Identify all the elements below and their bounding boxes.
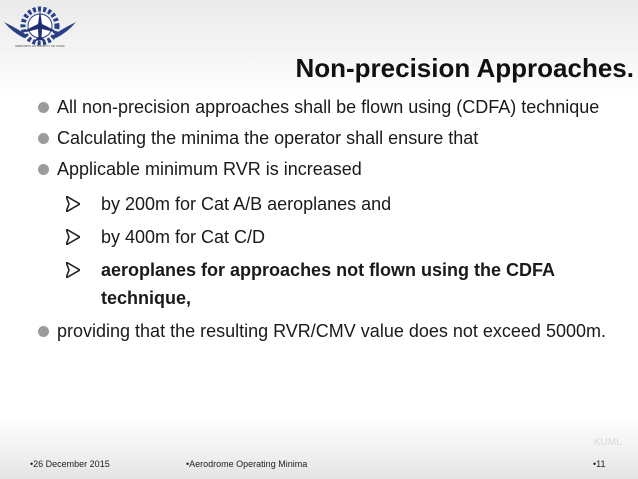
footer-gradient xyxy=(0,415,638,479)
bullet-item xyxy=(38,124,608,152)
sub-bullet-text: by 200m for Cat A/B aeroplanes and xyxy=(101,194,392,214)
arrow-bullet-icon xyxy=(66,262,80,278)
slide-title: Non-precision Approaches. xyxy=(295,53,634,83)
sub-bullet-text: by 400m for Cat C/D xyxy=(101,227,266,247)
bullet-dot-icon xyxy=(38,164,49,175)
bullet-dot-icon xyxy=(38,133,49,144)
bullet-dot-icon xyxy=(38,102,49,113)
sub-bullet-item xyxy=(38,190,608,218)
bullet-text: All non-precision approaches shall be flown using (CDFA) technique xyxy=(57,97,600,117)
bullet-item xyxy=(38,317,608,345)
bullet-dot-icon xyxy=(38,326,49,337)
footer-title: •Aerodrome Operating Minima xyxy=(186,459,308,469)
sub-bullet-text: aeroplanes for approaches not flown using the CDFA technique, xyxy=(101,260,555,308)
slide-content xyxy=(38,93,608,348)
arrow-bullet-icon xyxy=(66,196,80,212)
bullet-text: providing that the resulting RVR/CMV value does not exceed 5000m. xyxy=(57,321,606,341)
bullet-item xyxy=(38,155,608,183)
corner-watermark: KUML xyxy=(594,437,622,448)
bullet-item xyxy=(38,93,608,121)
bullet-text: Applicable minimum RVR is increased xyxy=(57,159,362,179)
bullet-text: Calculating the minima the operator shall ensure that xyxy=(57,128,479,148)
sub-bullet-item xyxy=(38,256,608,312)
arrow-bullet-icon xyxy=(66,229,80,245)
sub-bullet-item xyxy=(38,223,608,251)
logo-caption: AIRPORTS AUTHORITY OF INDIA xyxy=(15,44,65,48)
footer-page-number: •11 xyxy=(593,459,606,469)
footer-date: •26 December 2015 xyxy=(30,459,110,469)
